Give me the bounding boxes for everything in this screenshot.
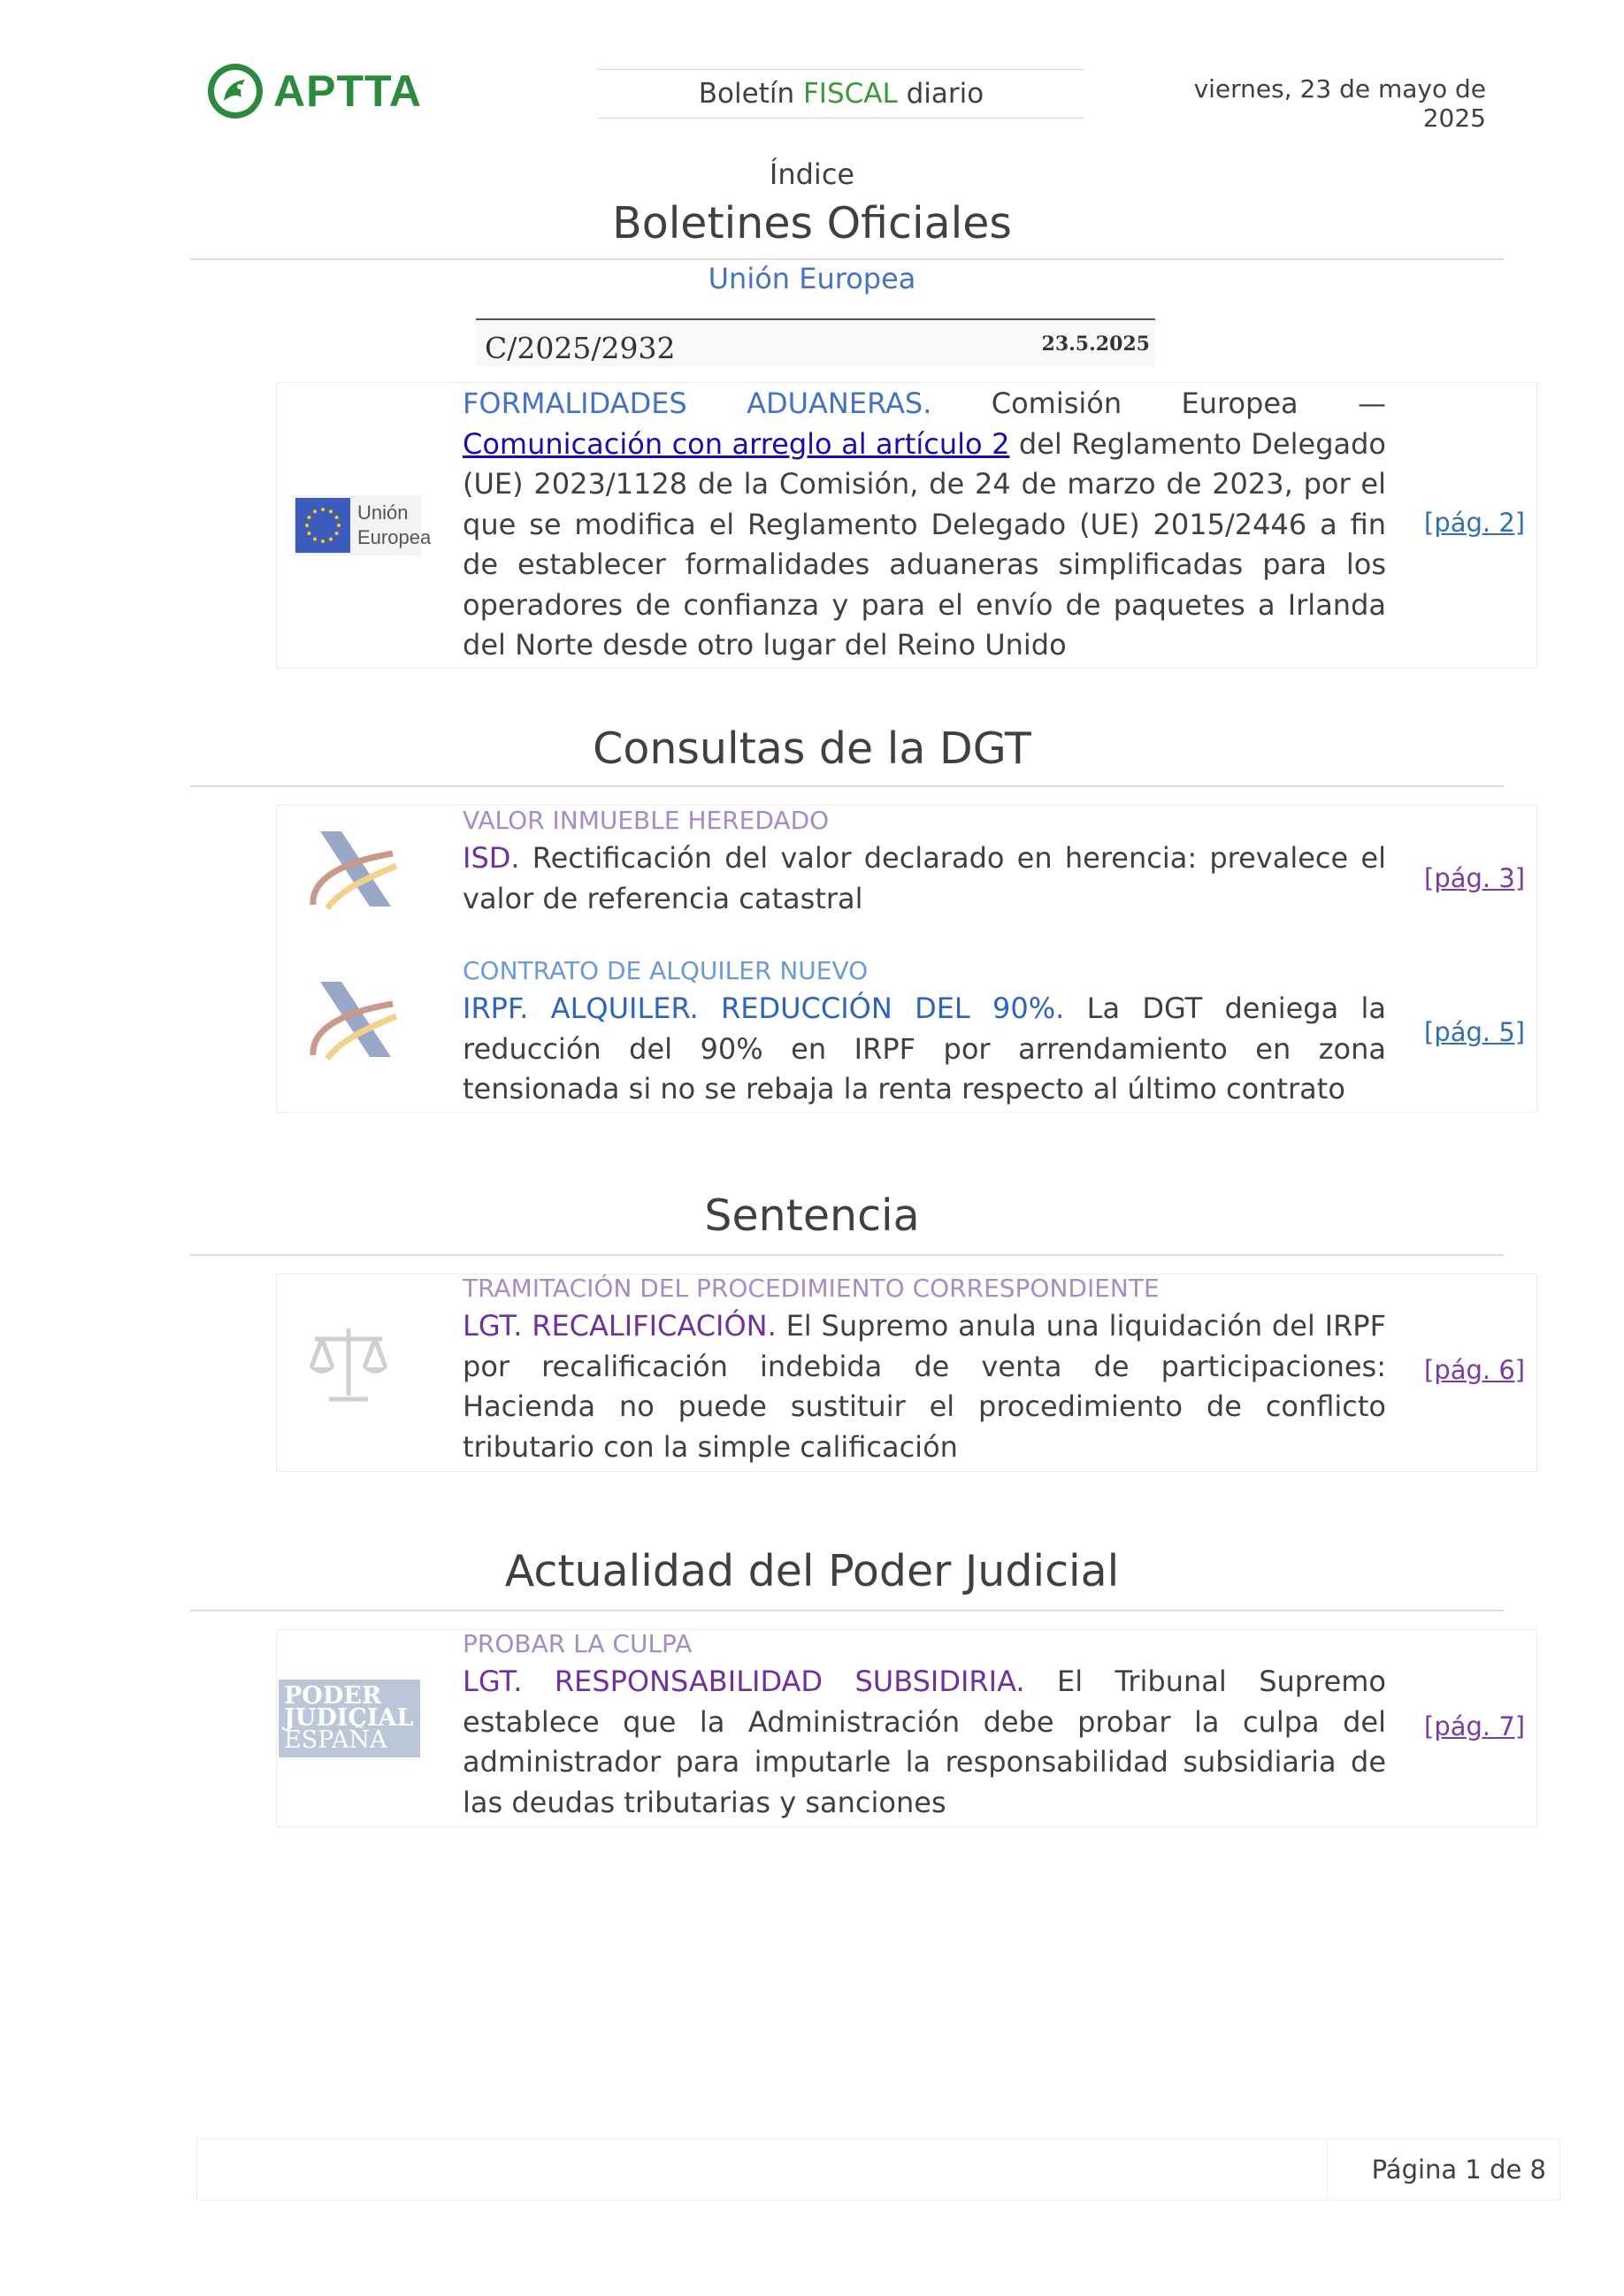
page-number: Página 1 de 8 [1371,2154,1546,2185]
entry-body: La DGT deniega la reducción del 90% en IRPF por arrendamiento en zona tensionada si no se rebaja la renta respecto al último contrato [463,991,1387,1106]
section-divider [190,258,1504,260]
entry-body: El Tribunal Supremo establece que la Administración debe probar la culpa del administrador para imputarle la responsabilidad subsidiaria de las deudas tributarias y sanciones [463,1665,1387,1819]
entry-irpf-text [463,953,1386,1110]
entry-category: CONTRATO DE ALQUILER NUEVO [463,956,869,985]
eu-logo [294,495,432,555]
page-link-5[interactable]: [pág. 5] [1424,1017,1526,1047]
bulletin-suffix: diario [897,78,984,110]
comunicacion-link[interactable]: Comunicación con arreglo al artículo 2 [463,426,1010,461]
page-link-7[interactable]: [pág. 7] [1424,1711,1526,1741]
entry-body: El Supremo anula una liquidación del IRPF por recalificación indebida de venta de participaciones: Hacienda no puede sustituir el procedimiento de conflicto tributario con la simple calificación [463,1309,1386,1464]
entry-responsabilidad-text [463,1626,1386,1823]
document-number: C/2025/2932 [485,331,676,365]
entry-recalificacion-text [463,1271,1386,1467]
page-link-2[interactable]: [pág. 2] [1424,508,1526,538]
index-label: Índice [769,157,855,191]
bulletin-prefix: Boletín [698,78,803,110]
section-divider [190,1610,1504,1611]
entry-formalidades-text [463,384,1386,666]
eu-flag-icon [295,498,350,553]
aeat-logo-icon [304,977,402,1066]
aptta-logo-icon [206,62,264,120]
eu-logo-text: Unión Europea [357,501,432,548]
entry-lead: FORMALIDADES ADUANERAS. [463,386,932,420]
bulletin-date: viernes, 23 de mayo de 2025 [1193,74,1486,133]
entry-category: VALOR INMUEBLE HEREDADO [463,806,830,835]
entry-body: Comisión Europea — [931,386,1387,420]
logo-text: APTTA [273,66,422,116]
entry-category: TRAMITACIÓN DEL PROCEDIMIENTO CORRESPONDIENTE [463,1274,1160,1303]
page-link-6[interactable]: [pág. 6] [1424,1355,1526,1385]
section-title-boletines: Boletines Oficiales [612,198,1012,249]
entry-category: PROBAR LA CULPA [463,1629,693,1658]
entry-isd-text [463,803,1386,919]
section-divider [190,1254,1504,1256]
document-reference [476,318,1155,366]
entry-lead: LGT. RESPONSABILIDAD SUBSIDIRIA. [463,1665,1025,1698]
entry-lead: ISD. [463,841,520,875]
section-title-sentencia: Sentencia [704,1190,920,1241]
entry-body: Rectificación del valor declarado en herencia: prevalece el valor de referencia catastral [463,841,1386,915]
aeat-logo-icon [304,827,402,915]
poder-judicial-logo: PODER JUDICIAL ESPAÑA [279,1680,420,1757]
section-divider [190,785,1504,787]
scales-of-justice-icon [304,1321,393,1410]
entry-body: del Reglamento Delegado (UE) 2023/1128 de la Comisión, de 24 de marzo de 2023, por el que se modifica el Reglamento Delegado (UE) 2015/2446 a fin de establecer formalidades aduaneras simplificadas para los operadores de confianza y para el envío de paquetes a Irlanda del Norte desde otro lugar del Reino Unido [463,426,1386,662]
subsection-union-europea: Unión Europea [708,262,916,295]
bulletin-highlight: FISCAL [802,78,898,110]
bulletin-title [598,69,1084,119]
entry-lead: IRPF. ALQUILER. REDUCCIÓN DEL 90%. [463,991,1065,1025]
document-date: 23.5.2025 [1041,333,1150,356]
section-title-poder-judicial: Actualidad del Poder Judicial [504,1546,1120,1596]
aptta-logo [206,60,454,122]
section-title-consultas: Consultas de la DGT [593,723,1031,774]
page-link-3[interactable]: [pág. 3] [1424,863,1526,893]
entry-lead: LGT. RECALIFICACIÓN. [463,1309,777,1343]
